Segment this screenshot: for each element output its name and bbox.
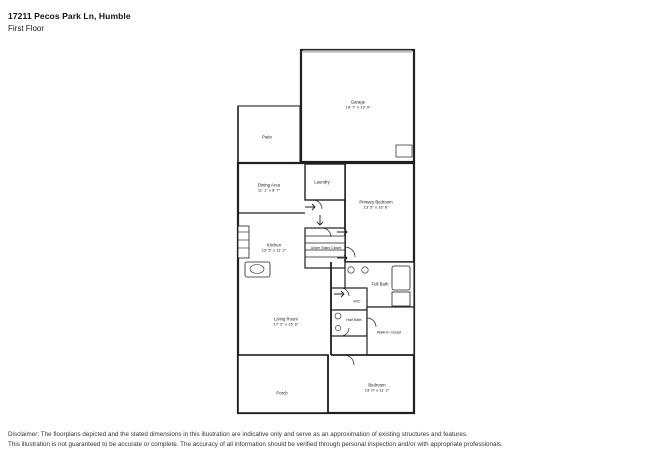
toilet-full-bath [348,267,354,273]
disclaimer-line-2: This illustration is not guaranteed to be accurate or complete. The accuracy of all information should be verified through personal inspection and/or with appropriate professionals. [8,441,503,448]
toilet-half-bath [335,313,341,319]
wic-outline [331,288,367,310]
room-label-bedroom: Bedroom 13' 0" x 11' 2" [364,382,390,393]
floor-label: First Floor [8,24,44,33]
disclaimer-line-1: Disclaimer: The floorplans depicted and the stated dimensions in this illustration are indicative only and serve as an approximation of existing structures and features. [8,431,468,438]
room-label-living-room: Living Room 17' 2" x 15' 6" [273,316,299,327]
kitchen-counter-left [238,226,249,258]
sink-half-bath [335,325,340,330]
porch-outline [238,355,328,413]
property-address: 17211 Pecos Park Ln, Humble [8,11,131,21]
bathtub [392,266,410,290]
sink-full-bath [362,267,368,273]
room-label-under-stairs-closet: Under Stairs Closet [310,245,342,250]
room-label-patio: Patio [262,134,272,140]
room-label-dining-area: Dining Area 11' 1" x 8' 7" [257,182,281,193]
room-label-porch: Porch [276,390,288,396]
room-label-kitchen: Kitchen 13' 5" x 11' 2" [261,242,287,253]
room-label-laundry: Laundry [314,179,330,185]
room-label-garage: Garage 19' 7" x 19' 9" [345,99,371,110]
room-label-half-bath: Half Bath [346,317,362,322]
shower [392,292,410,306]
kitchen-sink [250,265,264,274]
disclaimer-block [8,430,644,450]
room-label-walk-in-closet: Walk-In Closet [376,330,402,335]
room-label-full-bath: Full Bath [371,281,389,287]
garage-window [396,145,412,157]
room-label-wic: WIC [353,299,361,304]
floorplan-walls [238,50,414,413]
room-label-primary-bedroom: Primary Bedroom 13' 5" x 16' 6" [359,199,393,210]
